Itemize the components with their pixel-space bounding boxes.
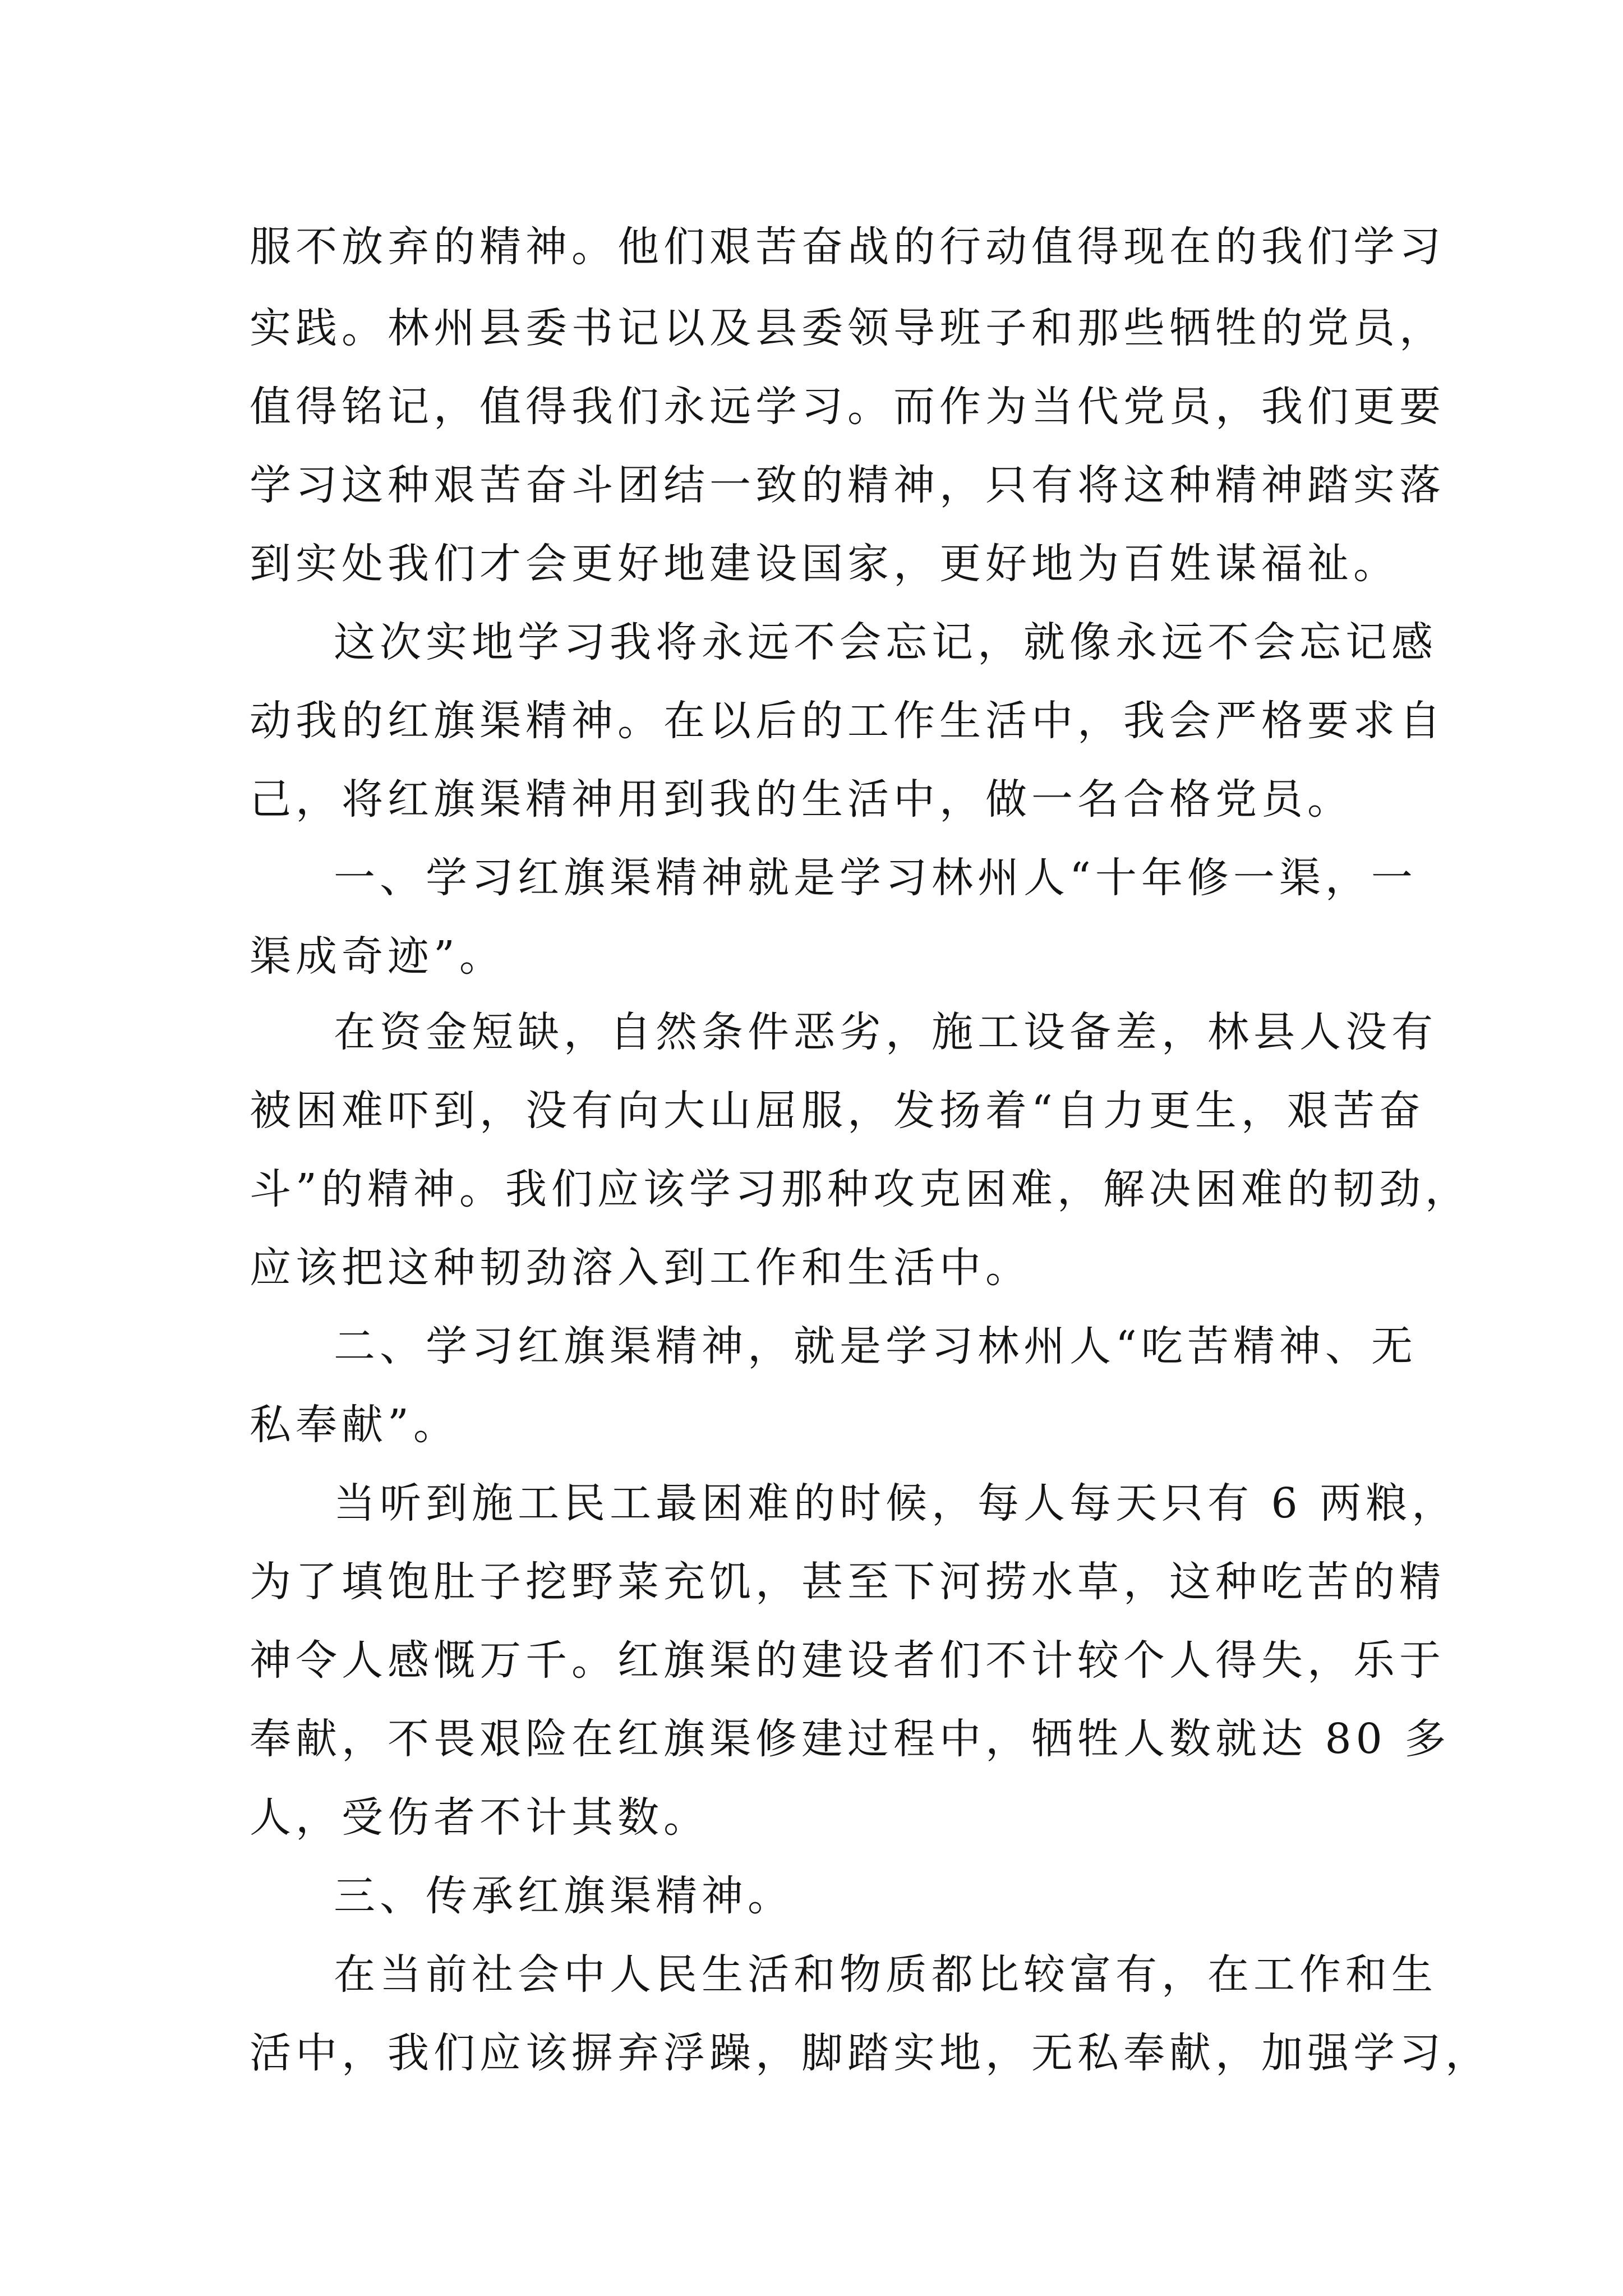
paragraph-first-line: 这次实地学习我将永远不会忘记，就像永远不会忘记感 bbox=[334, 618, 1437, 666]
section-heading-2-cont: 私奉献”。 bbox=[250, 1401, 459, 1449]
section-heading-1: 一、学习红旗渠精神就是学习林州人“十年修一渠，一 bbox=[334, 854, 1417, 902]
text-line: 到实处我们才会更好地建设国家，更好地为百姓谋福祉。 bbox=[250, 540, 1399, 588]
text-line: 奉献，不畏艰险在红旗渠修建过程中，牺牲人数就达 80 多 bbox=[250, 1715, 1451, 1763]
text-line: 神令人感慨万千。红旗渠的建设者们不计较个人得失，乐于 bbox=[250, 1636, 1445, 1685]
text-line: 值得铭记，值得我们永远学习。而作为当代党员，我们更要 bbox=[250, 383, 1445, 431]
text-line: 服不放弃的精神。他们艰苦奋战的行动值得现在的我们学习 bbox=[250, 223, 1445, 271]
section-heading-3: 三、传承红旗渠精神。 bbox=[334, 1872, 794, 1920]
paragraph-first-line: 在当前社会中人民生活和物质都比较富有，在工作和生 bbox=[334, 1950, 1437, 1999]
text-line: 为了填饱肚子挖野菜充饥，甚至下河捞水草，这种吃苦的精 bbox=[250, 1558, 1445, 1606]
text-line: 人，受伤者不计其数。 bbox=[250, 1793, 709, 1842]
section-heading-1-cont: 渠成奇迹”。 bbox=[250, 932, 505, 981]
text-line: 动我的红旗渠精神。在以后的工作生活中，我会严格要求自 bbox=[250, 697, 1445, 745]
text-line: 活中，我们应该摒弃浮躁，脚踏实地，无私奉献，加强学习， bbox=[250, 2029, 1491, 2077]
text-line: 学习这种艰苦奋斗团结一致的精神，只有将这种精神踏实落 bbox=[250, 461, 1445, 509]
text-line: 己，将红旗渠精神用到我的生活中，做一名合格党员。 bbox=[250, 775, 1353, 823]
text-line: 实践。林州县委书记以及县委领导班子和那些牺牲的党员， bbox=[250, 304, 1445, 352]
paragraph-first-line: 在资金短缺，自然条件恶劣，施工设备差，林县人没有 bbox=[334, 1008, 1437, 1056]
text-line: 应该把这种韧劲溶入到工作和生活中。 bbox=[250, 1244, 1031, 1292]
text-line: 被困难吓到，没有向大山屈服，发扬着“自力更生，艰苦奋 bbox=[250, 1087, 1425, 1135]
section-heading-2: 二、学习红旗渠精神，就是学习林州人“吃苦精神、无 bbox=[334, 1322, 1417, 1370]
paragraph-first-line: 当听到施工民工最困难的时候，每人每天只有 6 两粮， bbox=[334, 1479, 1458, 1527]
text-line: 斗”的精神。我们应该学习那种攻克困难，解决困难的韧劲， bbox=[250, 1165, 1471, 1213]
